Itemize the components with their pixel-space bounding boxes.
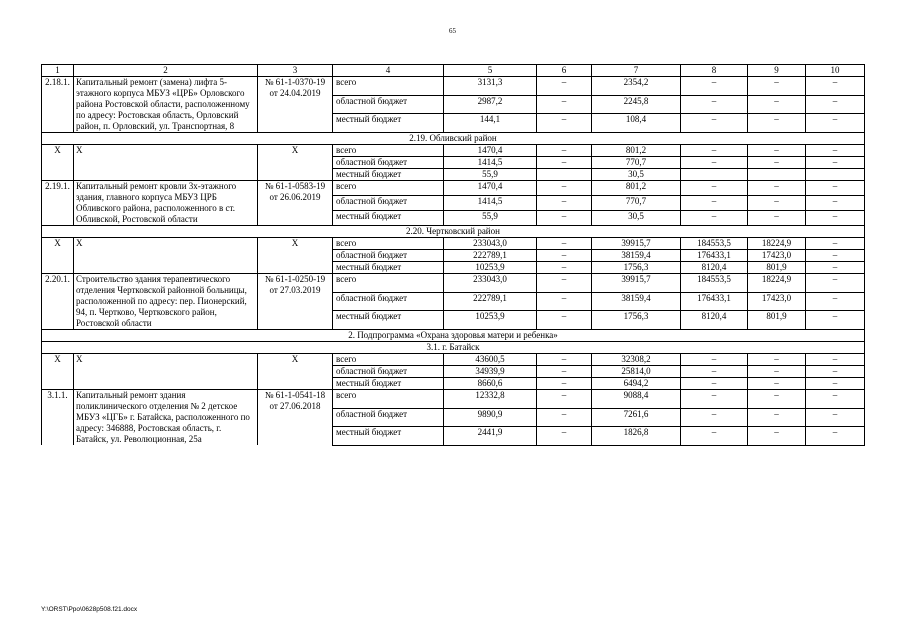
value-cell-c8: – (681, 145, 748, 157)
expertise-doc-cell: Х (258, 354, 333, 390)
value-cell-c5: 10253,9 (444, 262, 537, 274)
funding-source-cell: всего (333, 390, 444, 409)
section-header-row (42, 342, 865, 354)
value-cell-c6: – (537, 181, 592, 196)
value-cell-c8: – (681, 196, 748, 211)
value-cell-c5: 144,1 (444, 114, 537, 133)
table-row (42, 77, 865, 96)
value-cell-c6: – (537, 366, 592, 378)
value-cell-c10: – (806, 77, 865, 96)
value-cell-c6 (537, 169, 592, 181)
table-row (42, 181, 865, 196)
value-cell-c10: – (806, 196, 865, 211)
expertise-doc-cell: Х (258, 238, 333, 274)
column-header: 7 (592, 65, 681, 77)
value-cell-c5: 55,9 (444, 211, 537, 226)
value-cell-c10: – (806, 95, 865, 114)
value-cell-c8: 8120,4 (681, 311, 748, 330)
column-header: 5 (444, 65, 537, 77)
value-cell-c6: – (537, 157, 592, 169)
value-cell-c5: 2987,2 (444, 95, 537, 114)
value-cell-c6: – (537, 77, 592, 96)
value-cell-c7: 6494,2 (592, 378, 681, 390)
column-header: 3 (258, 65, 333, 77)
column-header: 4 (333, 65, 444, 77)
item-description-cell: Х (74, 145, 258, 181)
section-header-row (42, 133, 865, 145)
table-row (42, 390, 865, 409)
funding-source-cell: областной бюджет (333, 157, 444, 169)
item-description-cell: Капитальный ремонт кровли 3х-этажного здания, главного корпуса МБУЗ ЦРБ Обливского района, расположенного в ст. Обливской, Ростовской области (74, 181, 258, 226)
item-number-cell: 2.19.1. (42, 181, 74, 226)
value-cell-c6: – (537, 95, 592, 114)
value-cell-c10: – (806, 408, 865, 427)
funding-source-cell: местный бюджет (333, 311, 444, 330)
funding-source-cell: областной бюджет (333, 196, 444, 211)
funding-source-cell: местный бюджет (333, 211, 444, 226)
value-cell-c10: – (806, 390, 865, 409)
value-cell-c6: – (537, 311, 592, 330)
footer-file-path: Y:\ORST\Ppo\0628p508.f21.docx (41, 606, 138, 613)
value-cell-c9: 17423,0 (748, 250, 806, 262)
value-cell-c10: – (806, 311, 865, 330)
value-cell-c6: – (537, 250, 592, 262)
value-cell-c6: – (537, 292, 592, 311)
value-cell-c9: – (748, 114, 806, 133)
expertise-doc-cell: № 61-1-0541-18 от 27.06.2018 (258, 390, 333, 446)
value-cell-c9: – (748, 145, 806, 157)
value-cell-c10: – (806, 366, 865, 378)
value-cell-c8: 184553,5 (681, 274, 748, 293)
value-cell-c7: 2354,2 (592, 77, 681, 96)
value-cell-c6: – (537, 390, 592, 409)
value-cell-c6: – (537, 145, 592, 157)
value-cell-c9: 18224,9 (748, 274, 806, 293)
value-cell-c8: 8120,4 (681, 262, 748, 274)
value-cell-c9: 801,9 (748, 311, 806, 330)
value-cell-c7: 1756,3 (592, 262, 681, 274)
value-cell-c6: – (537, 262, 592, 274)
value-cell-c8: – (681, 95, 748, 114)
section-title: 3.1. г. Батайск (42, 342, 865, 354)
expertise-doc-cell: № 61-1-0583-19 от 26.06.2019 (258, 181, 333, 226)
value-cell-c10: – (806, 250, 865, 262)
value-cell-c6: – (537, 354, 592, 366)
value-cell-c5: 233043,0 (444, 238, 537, 250)
value-cell-c9: – (748, 366, 806, 378)
column-header: 8 (681, 65, 748, 77)
value-cell-c6: – (537, 114, 592, 133)
section-title: 2.20. Чертковский район (42, 226, 865, 238)
value-cell-c10: – (806, 354, 865, 366)
funding-source-cell: местный бюджет (333, 262, 444, 274)
funding-source-cell: областной бюджет (333, 408, 444, 427)
value-cell-c9: 18224,9 (748, 238, 806, 250)
section-title: 2. Подпрограмма «Охрана здоровья матери и ребенка» (42, 330, 865, 342)
table-row (42, 354, 865, 366)
funding-source-cell: местный бюджет (333, 114, 444, 133)
value-cell-c9: – (748, 181, 806, 196)
page-number: 65 (449, 27, 456, 35)
value-cell-c7: 1826,8 (592, 427, 681, 446)
value-cell-c5: 2441,9 (444, 427, 537, 446)
value-cell-c9: – (748, 77, 806, 96)
value-cell-c8: 176433,1 (681, 292, 748, 311)
value-cell-c10: – (806, 181, 865, 196)
value-cell-c5: 233043,0 (444, 274, 537, 293)
value-cell-c9: – (748, 211, 806, 226)
value-cell-c5: 222789,1 (444, 250, 537, 262)
value-cell-c8: – (681, 354, 748, 366)
funding-source-cell: всего (333, 354, 444, 366)
funding-source-cell: областной бюджет (333, 250, 444, 262)
funding-source-cell: всего (333, 274, 444, 293)
value-cell-c5: 12332,8 (444, 390, 537, 409)
funding-source-cell: областной бюджет (333, 366, 444, 378)
value-cell-c9: – (748, 408, 806, 427)
funding-source-cell: местный бюджет (333, 427, 444, 446)
value-cell-c9: 801,9 (748, 262, 806, 274)
item-number-cell: Х (42, 354, 74, 390)
value-cell-c9: – (748, 390, 806, 409)
funding-source-cell: местный бюджет (333, 378, 444, 390)
section-header-row (42, 330, 865, 342)
value-cell-c5: 8660,6 (444, 378, 537, 390)
column-header: 9 (748, 65, 806, 77)
funding-source-cell: областной бюджет (333, 292, 444, 311)
funding-source-cell: местный бюджет (333, 169, 444, 181)
item-number-cell: 3.1.1. (42, 390, 74, 446)
value-cell-c7: 801,2 (592, 181, 681, 196)
value-cell-c7: 770,7 (592, 196, 681, 211)
value-cell-c7: 38159,4 (592, 250, 681, 262)
item-number-cell: Х (42, 238, 74, 274)
expertise-doc-cell: № 61-1-0250-19 от 27.03.2019 (258, 274, 333, 330)
value-cell-c10: – (806, 292, 865, 311)
value-cell-c10: – (806, 427, 865, 446)
value-cell-c9: – (748, 378, 806, 390)
value-cell-c8: – (681, 77, 748, 96)
value-cell-c5: 43600,5 (444, 354, 537, 366)
value-cell-c9 (748, 169, 806, 181)
expertise-doc-cell: № 61-1-0370-19 от 24.04.2019 (258, 77, 333, 133)
value-cell-c9: – (748, 427, 806, 446)
table-row (42, 145, 865, 157)
value-cell-c5: 222789,1 (444, 292, 537, 311)
value-cell-c8: 184553,5 (681, 238, 748, 250)
value-cell-c10: – (806, 274, 865, 293)
item-description-cell: Х (74, 238, 258, 274)
value-cell-c7: 2245,8 (592, 95, 681, 114)
value-cell-c5: 1414,5 (444, 157, 537, 169)
value-cell-c6: – (537, 378, 592, 390)
item-number-cell: Х (42, 145, 74, 181)
funding-source-cell: всего (333, 77, 444, 96)
item-description-cell: Капитальный ремонт здания поликлинического отделения № 2 детское МБУЗ «ЦГБ» г. Батайска, расположенного по адресу: 346888, Ростовская область, г. Батайск, ул. Революционная, 25а (74, 390, 258, 446)
value-cell-c9: – (748, 157, 806, 169)
value-cell-c8: – (681, 157, 748, 169)
value-cell-c7: 30,5 (592, 211, 681, 226)
value-cell-c5: 1414,5 (444, 196, 537, 211)
expertise-doc-cell: Х (258, 145, 333, 181)
value-cell-c10: – (806, 157, 865, 169)
value-cell-c10: – (806, 238, 865, 250)
value-cell-c10: – (806, 114, 865, 133)
value-cell-c7: 39915,7 (592, 238, 681, 250)
item-description-cell: Капитальный ремонт (замена) лифта 5-этажного корпуса МБУЗ «ЦРБ» Орловского района Ростовской области, расположенному по адресу: Ростовская область, Орловский район, п. Орловский, ул. Транспортная, 8 (74, 77, 258, 133)
value-cell-c8: – (681, 408, 748, 427)
value-cell-c5: 9890,9 (444, 408, 537, 427)
value-cell-c5: 3131,3 (444, 77, 537, 96)
value-cell-c8: 176433,1 (681, 250, 748, 262)
value-cell-c6: – (537, 211, 592, 226)
value-cell-c7: 39915,7 (592, 274, 681, 293)
value-cell-c10: – (806, 378, 865, 390)
value-cell-c7: 25814,0 (592, 366, 681, 378)
column-header: 2 (74, 65, 258, 77)
value-cell-c7: 38159,4 (592, 292, 681, 311)
value-cell-c10: – (806, 211, 865, 226)
value-cell-c5: 10253,9 (444, 311, 537, 330)
column-number-header-row (42, 65, 865, 77)
value-cell-c7: 108,4 (592, 114, 681, 133)
value-cell-c7: 770,7 (592, 157, 681, 169)
value-cell-c7: 9088,4 (592, 390, 681, 409)
value-cell-c8 (681, 169, 748, 181)
value-cell-c8: – (681, 378, 748, 390)
value-cell-c6: – (537, 238, 592, 250)
value-cell-c9: – (748, 196, 806, 211)
value-cell-c6: – (537, 427, 592, 446)
table-row (42, 274, 865, 293)
value-cell-c9: – (748, 354, 806, 366)
funding-source-cell: всего (333, 238, 444, 250)
value-cell-c7: 801,2 (592, 145, 681, 157)
value-cell-c8: – (681, 211, 748, 226)
value-cell-c6: – (537, 408, 592, 427)
value-cell-c8: – (681, 181, 748, 196)
funding-source-cell: всего (333, 181, 444, 196)
column-header: 1 (42, 65, 74, 77)
value-cell-c9: – (748, 95, 806, 114)
value-cell-c5: 55,9 (444, 169, 537, 181)
value-cell-c6: – (537, 196, 592, 211)
table-body (42, 65, 865, 446)
item-description-cell: Х (74, 354, 258, 390)
value-cell-c6: – (537, 274, 592, 293)
budget-table (41, 64, 865, 446)
value-cell-c5: 34939,9 (444, 366, 537, 378)
column-header: 10 (806, 65, 865, 77)
value-cell-c7: 30,5 (592, 169, 681, 181)
item-number-cell: 2.20.1. (42, 274, 74, 330)
value-cell-c7: 1756,3 (592, 311, 681, 330)
funding-source-cell: всего (333, 145, 444, 157)
value-cell-c8: – (681, 114, 748, 133)
value-cell-c9: 17423,0 (748, 292, 806, 311)
value-cell-c10 (806, 169, 865, 181)
value-cell-c7: 7261,6 (592, 408, 681, 427)
item-description-cell: Строительство здания терапевтического отделения Чертковской районной больницы, расположенной по адресу: пер. Пионерский, 94, п. Чертково, Чертковского район, Ростовской области (74, 274, 258, 330)
value-cell-c8: – (681, 390, 748, 409)
value-cell-c7: 32308,2 (592, 354, 681, 366)
column-header: 6 (537, 65, 592, 77)
value-cell-c10: – (806, 262, 865, 274)
value-cell-c8: – (681, 366, 748, 378)
value-cell-c10: – (806, 145, 865, 157)
value-cell-c5: 1470,4 (444, 181, 537, 196)
value-cell-c5: 1470,4 (444, 145, 537, 157)
funding-source-cell: областной бюджет (333, 95, 444, 114)
value-cell-c8: – (681, 427, 748, 446)
section-title: 2.19. Обливский район (42, 133, 865, 145)
table-row (42, 238, 865, 250)
section-header-row (42, 226, 865, 238)
item-number-cell: 2.18.1. (42, 77, 74, 133)
